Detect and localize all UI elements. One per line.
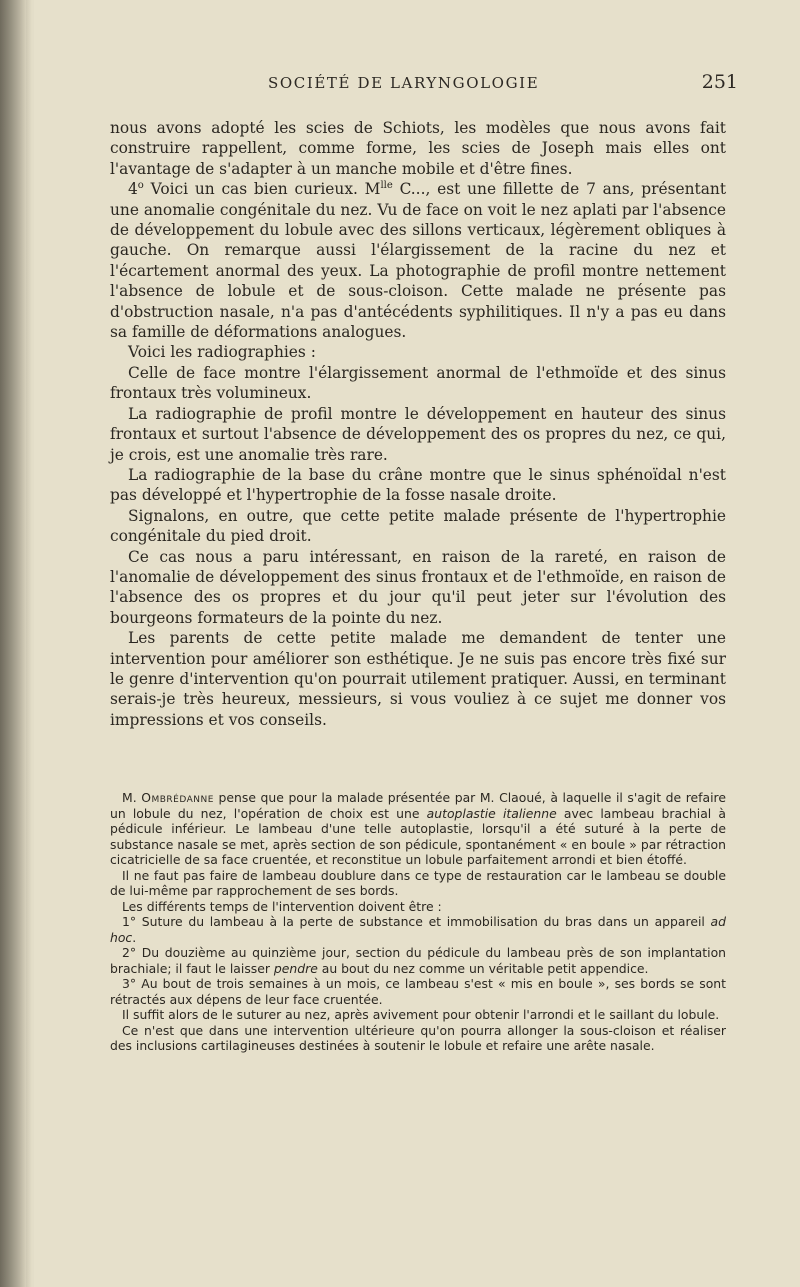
step-3: 3° Au bout de trois semaines à un mois, ce lambeau s'est « mis en boule », ses bords se sont rétractés aux dépens de leur face cruentée. (110, 976, 726, 1007)
discussion-paragraph-1 (110, 790, 726, 868)
paragraph-2 (110, 179, 726, 342)
step-2-start: 2° Du douzième au quinzième jour, section du pédicule du lambeau près de son implantation brachiale; il faut le laisser (110, 945, 726, 976)
title-superscript: lle (380, 180, 393, 192)
step-2-end: au bout du nez comme un véritable petit appendice. (317, 960, 649, 976)
page-header (268, 71, 738, 98)
paragraph-2-start: Voici un cas bien curieux. M (143, 180, 381, 199)
paragraph-2-rest: C..., est une fillette de 7 ans, présentant une anomalie congénitale du nez. Vu de face on voit le nez aplati par l'absence de développement du lobule avec des sillons verticaux, légèrement obliques à gauche. On remarque aussi l'élargissement de la racine du nez et l'écartement anormal des yeux. La photographie de profil montre nettement l'absence de lobule et de sous-cloison. Cette malade ne présente pas d'obstruction nasale, n'a pas d'antécédents syphilitiques. Il n'y a pas eu dans sa famille de déformations analogues. (110, 180, 727, 342)
paragraph-5: La radiographie de profil montre le développement en hauteur des sinus frontaux et surtout l'absence de développement des os propres du nez, ce qui, je crois, est une anomalie très rare. (110, 404, 726, 464)
discussion-section (110, 790, 726, 1054)
discussion-paragraph-2: Il ne faut pas faire de lambeau doublure dans ce type de restauration car le lambeau se double de lui-même par rapprochement de ses bords. (110, 867, 726, 898)
running-title: SOCIÉTÉ DE LARYNGOLOGIE (268, 74, 540, 92)
page-gutter (26, 0, 32, 1287)
speaker-name: Ombrédanne (141, 790, 214, 805)
case-number: 4 (128, 180, 138, 199)
paragraph-9: Les parents de cette petite malade me demandent de tenter une intervention pour améliorer son esthétique. Je ne suis pas encore très fixé sur le genre d'intervention qu'on pourrait utilement pratiquer. Aussi, en terminant serais-je très heureux, messieurs, si vous vouliez à ce sujet me donner vos impressions et vos conseils. (110, 629, 726, 729)
step-2 (110, 945, 726, 976)
discussion-paragraph-3: Les différents temps de l'intervention doivent être : (122, 898, 442, 914)
procedure-name: autoplastie italienne (426, 805, 557, 821)
paragraph-3: Voici les radiographies : (128, 343, 316, 362)
case-number-suffix: o (137, 180, 144, 192)
discussion-1-start: pense que pour la malade présentée par M. Claoué, à laquelle il s'agit de refaire un lobule du nez, l'opération de choix est une (110, 790, 726, 821)
paragraph-7: Signalons, en outre, que cette petite malade présente de l'hypertrophie congénitale du pied droit. (110, 506, 726, 546)
discussion-paragraph-7: Il suffit alors de le suturer au nez, après avivement pour obtenir l'arrondi et le saillant du lobule. (122, 1007, 720, 1022)
paragraph-1: nous avons adopté les scies de Schiots, les modèles que nous avons fait construire rappellent, comme forme, les scies de Joseph mais elles ont l'avantage de s'adapter à un manche mobile et d'être fines. (110, 119, 726, 178)
speaker-prefix: M. (122, 790, 142, 805)
step-1-end: . (132, 929, 137, 945)
discussion-1-rest: avec lambeau brachial à pédicule inférieur. Le lambeau d'une telle autoplastie, lorsqu'il a été suturé à la perte de substance nasale se met, après section de son pédicule, spontanément « en boule » par rétraction cicatricielle de sa face cruentée, et reconstitue un lobule parfaitement arrondi et bien étoffé. (110, 805, 726, 867)
page-number: 251 (701, 71, 738, 93)
paragraph-8: Ce cas nous a paru intéressant, en raison de la rareté, en raison de l'anomalie de développement des sinus frontaux et de l'ethmoïde, en raison de l'absence des os propres et du jour qu'il peut jeter sur l'évolution des bourgeons formateurs de la pointe du nez. (110, 547, 726, 627)
step-1-start: 1° Suture du lambeau à la perte de substance et immobilisation du bras dans un appareil (122, 914, 711, 929)
book-binding-shadow (0, 0, 26, 1287)
discussion-paragraph-8: Ce n'est que dans une intervention ultérieure qu'on pourra allonger la sous-cloison et réaliser des inclusions cartilagineuses destinées à soutenir le lobule et refaire une arête nasale. (110, 1022, 726, 1053)
step-1 (110, 914, 726, 945)
paragraph-6: La radiographie de la base du crâne montre que le sinus sphénoïdal n'est pas développé et l'hypertrophie de la fosse nasale droite. (110, 465, 726, 505)
step-2-italic: pendre (273, 960, 318, 976)
step-1-italic: ad hoc (110, 914, 726, 945)
main-text (110, 118, 726, 730)
paragraph-4: Celle de face montre l'élargissement anormal de l'ethmoïde et des sinus frontaux très volumineux. (110, 363, 726, 403)
